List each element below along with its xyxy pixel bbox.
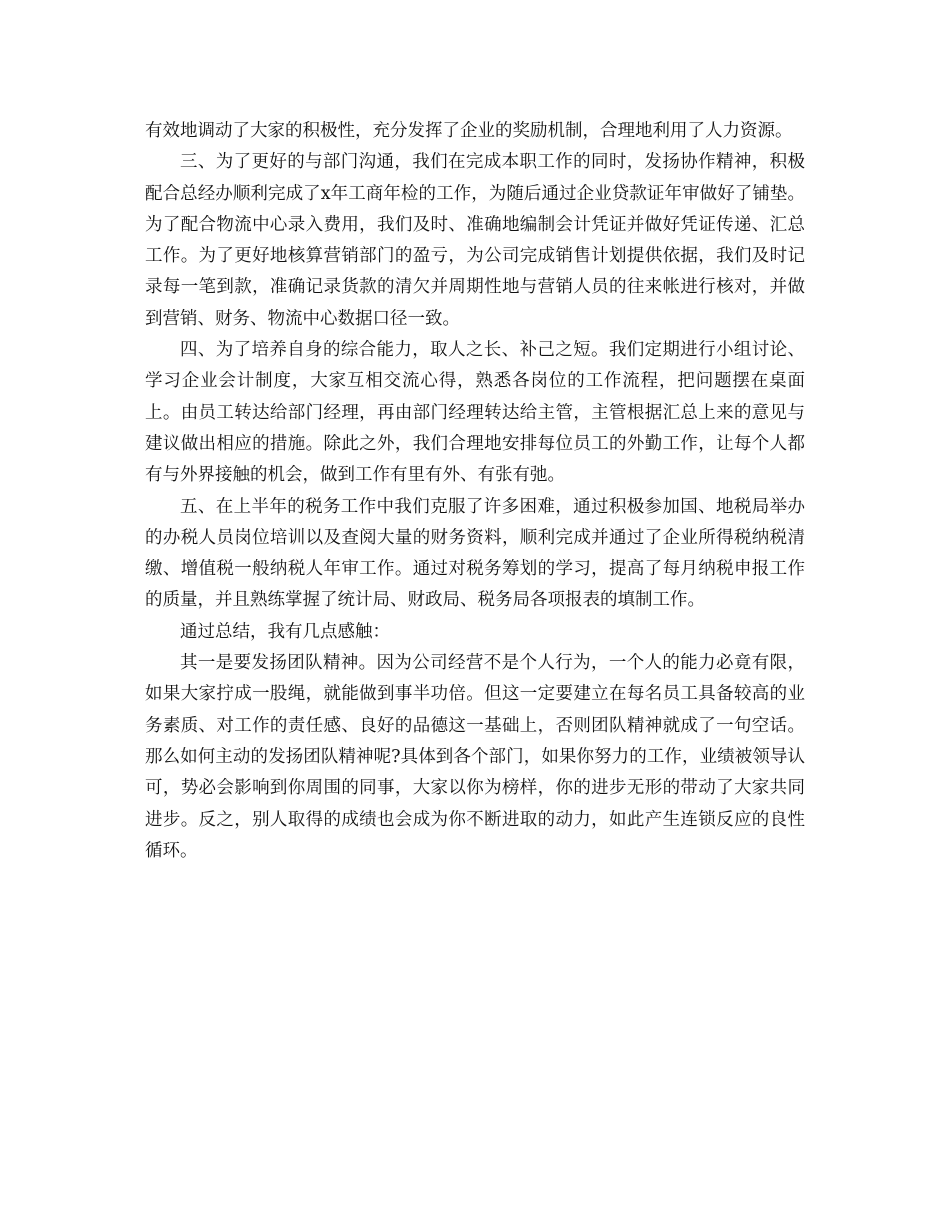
document-page	[145, 116, 805, 867]
paragraph-section-four: 四、为了培养自身的综合能力，取人之长、补己之短。我们定期进行小组讨论、学习企业会计制度，大家互相交流心得，熟悉各岗位的工作流程，把问题摆在桌面上。由员工转达给部门经理，再由部门经理转达给主管，主管根据汇总上来的意见与建议做出相应的措施。除此之外，我们合理地安排每位员工的外勤工作，让每个人都有与外界接触的机会，做到工作有里有外、有张有弛。	[145, 340, 805, 486]
paragraph-continuation: 有效地调动了大家的积极性，充分发挥了企业的奖励机制，合理地利用了人力资源。	[145, 121, 793, 141]
paragraph-summary-intro: 通过总结，我有几点感触：	[180, 621, 390, 642]
paragraph-reflection-one: 其一是要发扬团队精神。因为公司经营不是个人行为，一个人的能力必竟有限，如果大家拧成一股绳，就能做到事半功倍。但这一定要建立在每名员工具备较高的业务素质、对工作的责任感、良好的品德这一基础上，否则团队精神就成了一句空话。那么如何主动的发扬团队精神呢?具体到各个部门，如果你努力的工作，业绩被领导认可，势必会影响到你周围的同事，大家以你为榜样，你的进步无形的带动了大家共同进步。反之，别人取得的成绩也会成为你不断进取的动力，如此产生连锁反应的良性循环。	[145, 653, 805, 861]
paragraph-section-five: 五、在上半年的税务工作中我们克服了许多困难，通过积极参加国、地税局举办的办税人员岗位培训以及查阅大量的财务资料，顺利完成并通过了企业所得税纳税清缴、增值税一般纳税人年审工作。通过对税务筹划的学习，提高了每月纳税申报工作的质量，并且熟练掌握了统计局、财政局、税务局各项报表的填制工作。	[145, 496, 805, 611]
paragraph-section-three: 三、为了更好的与部门沟通，我们在完成本职工作的同时，发扬协作精神，积极配合总经办顺利完成了x年工商年检的工作，为随后通过企业贷款证年审做好了铺垫。为了配合物流中心录入费用，我们及时、准确地编制会计凭证并做好凭证传递、汇总工作。为了更好地核算营销部门的盈亏，为公司完成销售计划提供依据，我们及时记录每一笔到款，准确记录货款的清欠并周期性地与营销人员的往来帐进行核对，并做到营销、财务、物流中心数据口径一致。	[145, 152, 805, 329]
